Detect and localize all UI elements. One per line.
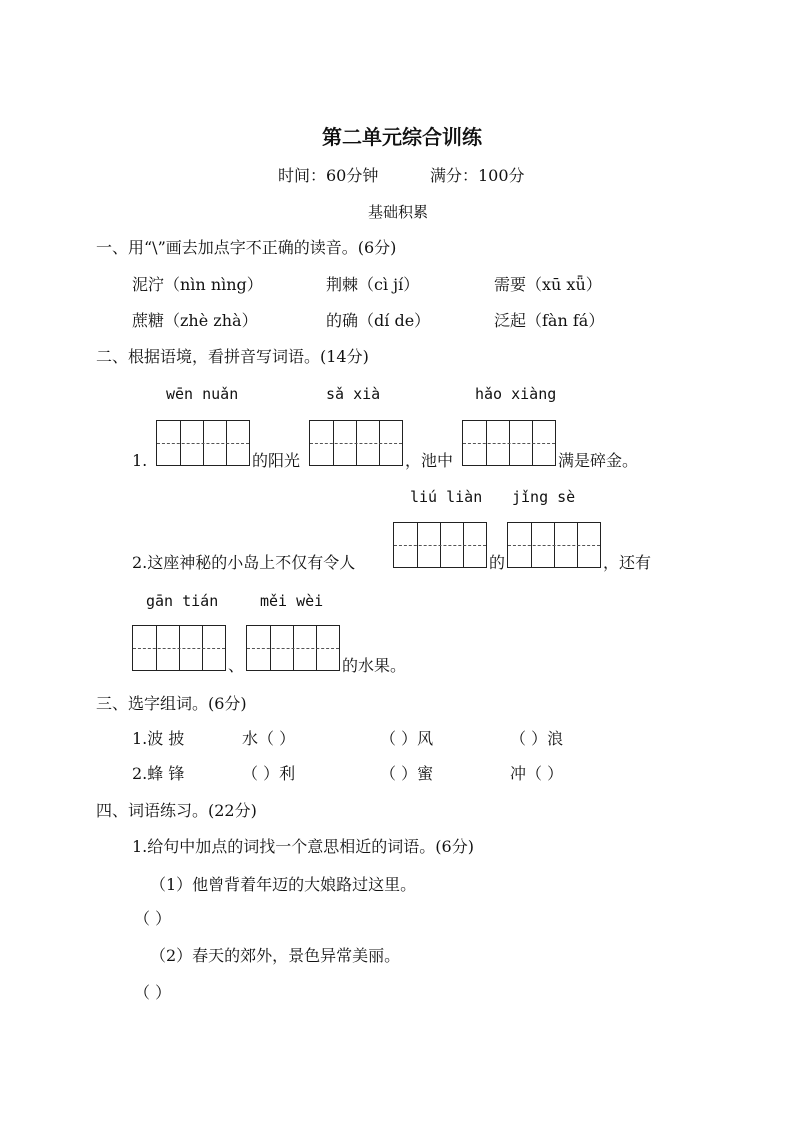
exam-score: 满分：100分: [430, 166, 525, 185]
q1-heading: 一、用“\”画去加点字不正确的读音。(6分): [96, 238, 397, 257]
page-title: 第二单元综合训练: [322, 125, 482, 149]
q4-prompt: （2）春天的郊外，景色异常美丽。: [150, 946, 401, 965]
pinyin-hint: měi wèi: [260, 592, 324, 610]
q4-answer-blank[interactable]: （ ）: [134, 983, 172, 1002]
q1-item: 的确（dí de）: [326, 311, 431, 330]
pinyin-hint: jǐng sè: [512, 488, 576, 506]
pinyin-hint: gān tián: [146, 592, 219, 610]
sentence-text: 的阳光: [252, 451, 301, 470]
writing-grid[interactable]: [507, 522, 601, 568]
pinyin-hint: liú liàn: [410, 488, 483, 506]
q4-prompt: （1）他曾背着年迈的大娘路过这里。: [150, 875, 417, 894]
writing-grid[interactable]: [156, 420, 250, 466]
writing-grid[interactable]: [309, 420, 403, 466]
pinyin-hint: hǎo xiàng: [475, 385, 557, 403]
pinyin-hint: wēn nuǎn: [166, 385, 239, 403]
sentence-number: 1.: [132, 451, 148, 470]
q4-subheading: 1.给句中加点的词找一个意思相近的词语。(6分): [132, 837, 474, 856]
q1-item: 泛起（fàn fá）: [494, 311, 605, 330]
q1-item: 泥泞（nìn nìng）: [132, 275, 263, 294]
sentence-text: 的水果。: [342, 656, 407, 675]
sentence-text: 的: [489, 553, 506, 572]
writing-grid[interactable]: [132, 625, 226, 671]
sentence-text: ，池中: [405, 451, 454, 470]
sentence-text: 、: [228, 656, 245, 675]
exam-time: 时间：60分钟: [278, 166, 379, 185]
q3-blank[interactable]: 水（ ）: [242, 729, 296, 748]
q3-blank[interactable]: 冲（ ）: [510, 764, 564, 783]
q3-chars: 1.波 披: [132, 729, 185, 748]
writing-grid[interactable]: [246, 625, 340, 671]
q4-heading: 四、词语练习。(22分): [96, 801, 257, 820]
q3-blank[interactable]: （ ）蜜: [380, 764, 434, 783]
sentence-text: ，还有: [603, 553, 652, 572]
writing-grid[interactable]: [393, 522, 487, 568]
q3-blank[interactable]: （ ）浪: [510, 729, 564, 748]
q3-chars: 2.蜂 锋: [132, 764, 185, 783]
q3-blank[interactable]: （ ）利: [242, 764, 296, 783]
q1-item: 需要（xū xǖ）: [494, 275, 602, 294]
q3-heading: 三、选字组词。(6分): [96, 694, 247, 713]
q4-answer-blank[interactable]: （ ）: [134, 909, 172, 928]
q1-item: 蔗糖（zhè zhà）: [132, 311, 258, 330]
q2-heading: 二、根据语境，看拼音写词语。(14分): [96, 347, 369, 366]
sentence-text: 满是碎金。: [558, 451, 639, 470]
section-title: 基础积累: [368, 203, 429, 221]
q3-blank[interactable]: （ ）风: [380, 729, 434, 748]
sentence-text: 2.这座神秘的小岛上不仅有令人: [132, 553, 356, 572]
writing-grid[interactable]: [462, 420, 556, 466]
pinyin-hint: sǎ xià: [326, 385, 381, 403]
q1-item: 荆棘（cì jí）: [326, 275, 420, 294]
